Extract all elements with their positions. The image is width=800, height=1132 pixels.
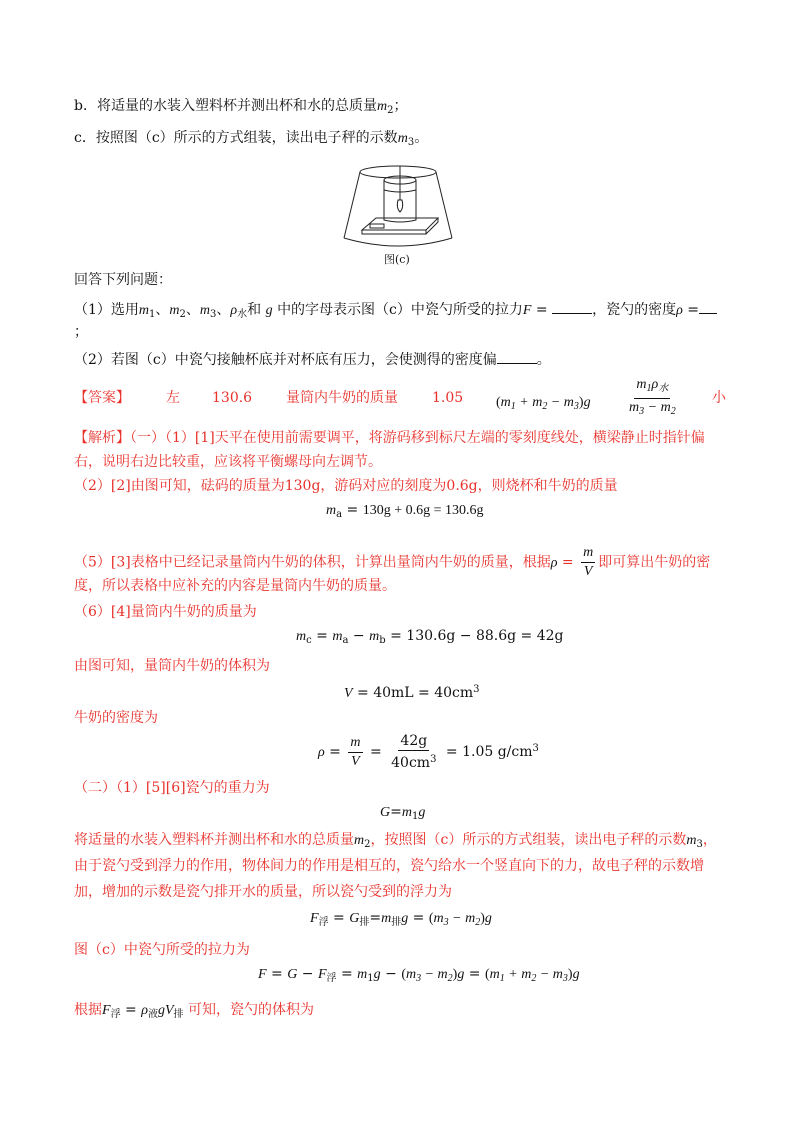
answer-2: 130.6 [212,390,253,406]
blank-force [552,301,592,314]
answer-5: $(m_1 + m_2 - m_3)g$ [496,395,591,412]
analysis-line-4: （5）[3]表格中已经记录量筒内牛奶的体积，计算出量筒内牛奶的质量，根据ρ = $\frac{m}{V}$ 即可算出牛奶的密 [74,545,711,579]
analysis-line-12: 加，增加的示数是瓷勺排开水的质量，所以瓷勺受到的浮力为 [74,884,452,900]
analysis-line-3: （2）[2]由图可知，砝码的质量为130g，游码对应的刻度为0.6g，则烧杯和牛奶的质量 [74,478,618,494]
analysis-line-14: 根据$F_浮 = \rho_液gV_排$ 可知，瓷勺的体积为 [74,1002,314,1020]
equation-buoyancy: $F_浮 = G_排=m_排g = (m_3 - m_2)g$ [310,910,492,928]
analysis-line-13: 图（c）中瓷勺所受的拉力为 [74,942,250,958]
equation-beaker-mass: $m_a = 130g + 0.6g = 130.6g$ [326,502,484,520]
analysis-line-1: 【解析】（一）（1）[1]天平在使用前需要调平，将游码移到标尺左端的零刻度线处，横梁静止时指针偏 [74,430,705,446]
step-b: b．将适量的水装入塑料杯并测出杯和水的总质量$m_2$； [74,98,408,116]
analysis-line-10: 将适量的水装入塑料杯并测出杯和水的总质量$m_2$，按照图（c）所示的方式组装，读出电子秤的示数$m_3$， [74,832,717,850]
answer-4: 1.05 [432,390,464,406]
answer-label: 【答案】 [74,390,130,406]
question-1: （1）选用$m_1$、$m_2$、$m_3$、$\rho_水$和 g 中的字母表示图（c）中瓷勺所受的拉力F = ，瓷勺的密度ρ = [74,300,717,325]
analysis-line-5: 度，所以表格中应补充的内容是量筒内牛奶的质量。 [74,578,396,594]
analysis-line-9: （二）（1）[5][6]瓷勺的重力为 [74,780,270,796]
step-c: c．按照图（c）所示的方式组装，读出电子秤的示数$m_3$。 [74,130,429,148]
blank-bias [497,351,537,364]
question-2: （2）若图（c）中瓷勺接触杯底并对杯底有压力，会使测得的密度偏 。 [74,352,551,368]
equation-milk-mass: $m_c = m_a - m_b = 130.6g - 88.6g = 42g$ [296,628,564,646]
analysis-line-7: 由图可知，量筒内牛奶的体积为 [74,658,270,674]
question-1-end: ； [74,324,88,340]
answer-6: $\frac{m_1\rho_水}{m_3 - m_2}$ [629,377,676,417]
step-b-text: b．将适量的水装入塑料杯并测出杯和水的总质量 [74,98,377,114]
blank-density [699,301,717,314]
answer-1: 左 [166,390,180,406]
analysis-line-2: 右，说明右边比较重，应该将平衡螺母向左调节。 [74,454,382,470]
answer-7: 小 [712,390,726,406]
equation-density: ρ = $\frac{m}{V}$ = $\frac{42g}{40cm^3}$ = 1.05 $g/cm^3$ [318,733,539,771]
analysis-line-6: （6）[4]量筒内牛奶的质量为 [74,604,257,620]
figure-caption: 图(c) [384,253,410,266]
equation-pull-force: $F = G - F_浮 = m_1g - (m_3 - m_2)g = (m_1 + m_2 - m_3)g$ [258,966,580,984]
answer-3: 量筒内牛奶的质量 [286,390,398,406]
analysis-line-8: 牛奶的密度为 [74,710,158,726]
equation-gravity: $G=m_1g$ [380,804,426,822]
analysis-line-11: 由于瓷勺受到浮力的作用，物体间力的作用是相互的，瓷勺给水一个竖直向下的力，故电子秤的示数增 [74,858,704,874]
answer-heading: 回答下列问题： [74,272,172,288]
equation-volume: $V = 40mL = 40cm^3$ [344,684,480,701]
step-c-text: c．按照图（c）所示的方式组装，读出电子秤的示数 [74,130,398,146]
